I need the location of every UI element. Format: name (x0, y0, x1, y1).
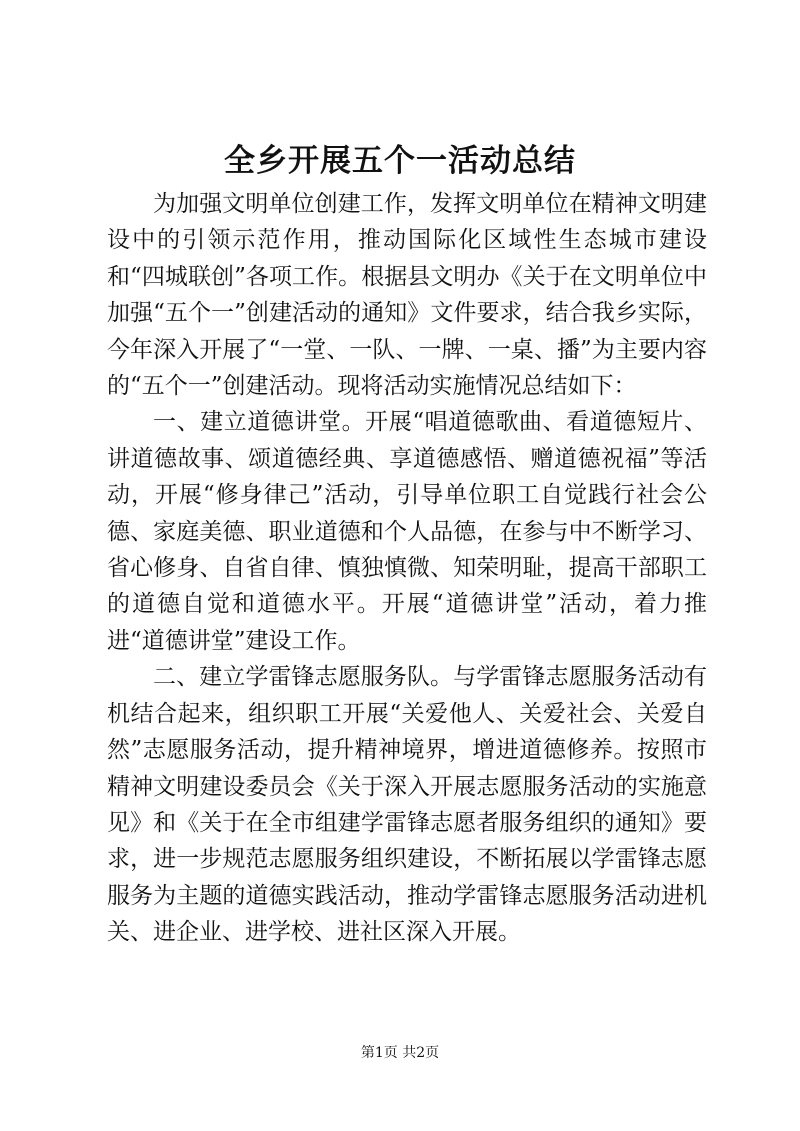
document-title: 全乡开展五个一活动总结 (224, 143, 576, 179)
document-body (107, 186, 707, 951)
paragraph-volunteer-team: 二、建立学雷锋志愿服务队。与学雷锋志愿服务活动有机结合起来，组织职工开展“关爱他人、关爱社会、关爱自然”志愿服务活动，提升精神境界，增进道德修养。按照市精神文明建设委员会《关于深入开展志愿服务活动的实施意见》和《关于在全市组建学雷锋志愿者服务组织的通知》要求，进一步规范志愿服务组织建设，不断拓展以学雷锋志愿服务为主题的道德实践活动，推动学雷锋志愿服务活动进机关、进企业、进学校、进社区深入开展。 (107, 664, 707, 946)
paragraph-moral-lecture-hall: 一、建立道德讲堂。开展“唱道德歌曲、看道德短片、讲道德故事、颂道德经典、享道德感悟、赠道德祝福”等活动，开展“修身律己”活动，引导单位职工自觉践行社会公德、家庭美德、职业道德和个人品德，在参与中不断学习、省心修身、自省自律、慎独慎微、知荣明耻，提高干部职工的道德自觉和道德水平。开展“道德讲堂”活动，着力推进“道德讲堂”建设工作。 (107, 409, 707, 654)
page-footer: 第1页 共2页 (360, 1045, 440, 1061)
paragraph-intro: 为加强文明单位创建工作，发挥文明单位在精神文明建设中的引领示范作用，推动国际化区域性生态城市建设和“四城联创”各项工作。根据县文明办《关于在文明单位中加强“五个一”创建活动的通知》文件要求，结合我乡实际，今年深入开展了“一堂、一队、一牌、一桌、播”为主要内容的“五个一”创建活动。现将活动实施情况总结如下： (107, 191, 707, 400)
